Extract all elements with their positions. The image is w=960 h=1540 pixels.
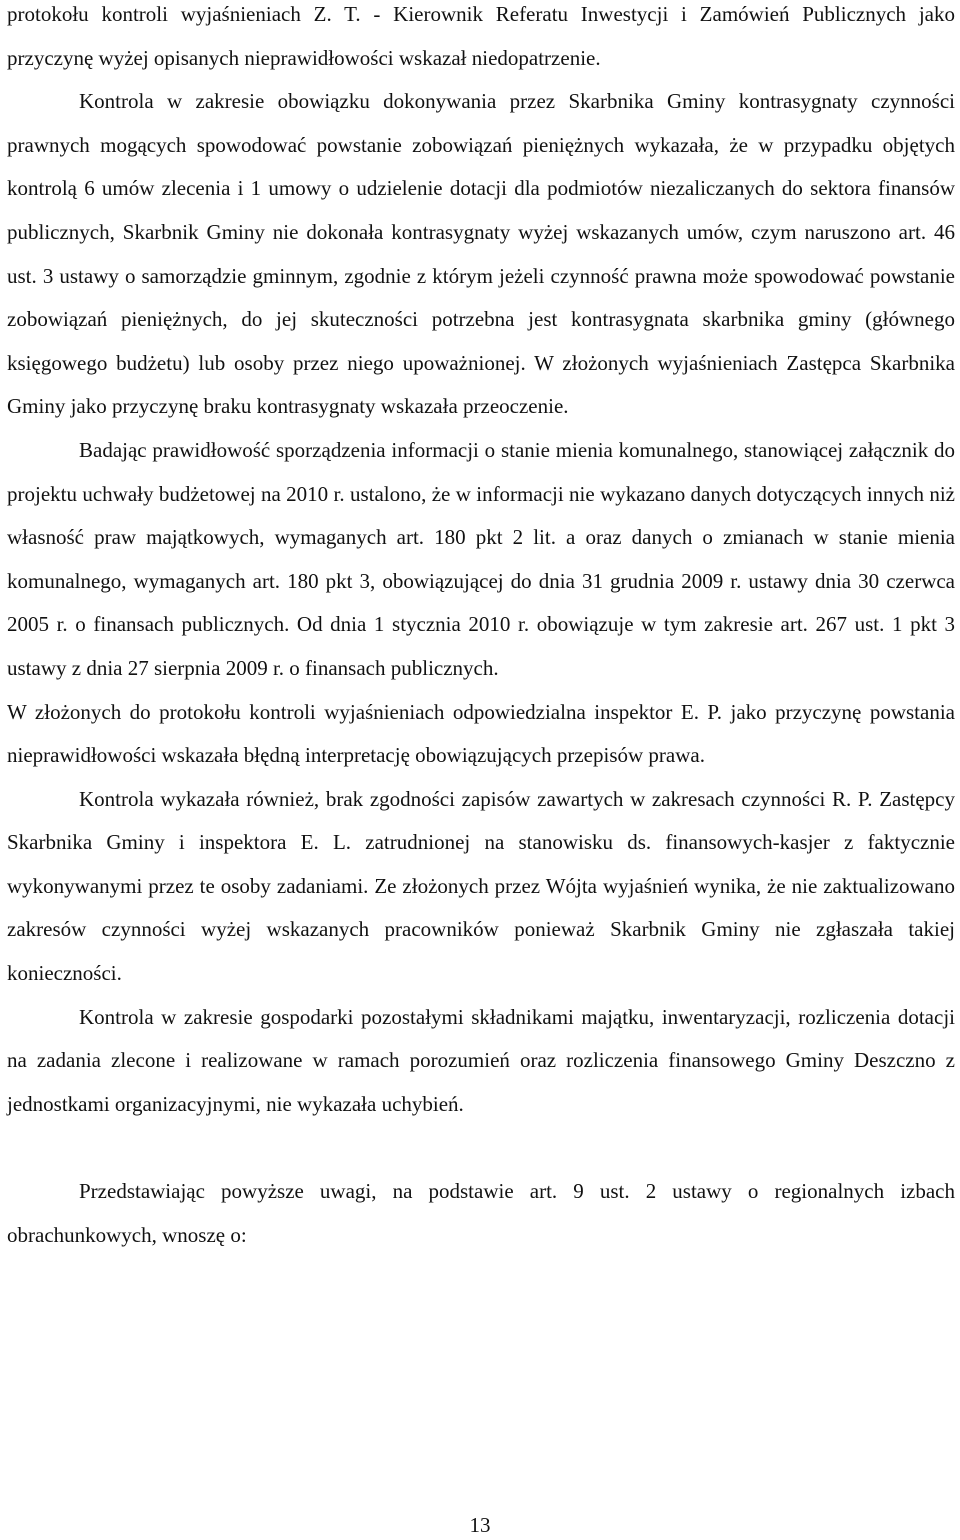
paragraph-municipal-property: Badając prawidłowość sporządzenia informacji o stanie mienia komunalnego, stanowiącej załącznik do projektu uchwały budżetowej na 2010 r. ustalono, że w informacji nie wykazano danych dotyczących innych niż własność praw majątkowych, wymaganych art. 180 pkt 2 lit. a oraz danych o zmianach w stanie mienia komunalnego, wymaganych art. 180 pkt 3, obowiązującej do dnia 31 grudnia 2009 r. ustawy dnia 30 czerwca 2005 r. o finansach publicznych. Od dnia 1 stycznia 2010 r. obowiązuje w tym zakresie art. 267 ust. 1 pkt 3 ustawy z dnia 27 sierpnia 2009 r. o finansach publicznych. bbox=[7, 437, 955, 680]
document-body bbox=[7, 0, 955, 1257]
paragraph-scope-of-duties: Kontrola wykazała również, brak zgodności zapisów zawartych w zakresach czynności R. P. Zastępcy Skarbnika Gminy i inspektora E. L. zatrudnionej na stanowisku ds. finansowych-kasjer z faktycznie wykonywanymi przez te osoby zadaniami. Ze złożonych przez Wójta wyjaśnień wynika, że nie zaktualizowano zakresów czynności wyżej wskazanych pracowników ponieważ Skarbnik Gminy nie zgłaszała takiej konieczności. bbox=[7, 786, 955, 986]
paragraph-continuation: protokołu kontroli wyjaśnieniach Z. T. - Kierownik Referatu Inwestycji i Zamówień Publicznych jako przyczynę wyżej opisanych nieprawidłowości wskazał niedopatrzenie. bbox=[7, 2, 955, 70]
paragraph-conclusion: Przedstawiając powyższe uwagi, na podstawie art. 9 ust. 2 ustawy o regionalnych izbach obrachunkowych, wnoszę o: bbox=[7, 1179, 955, 1247]
paragraph-countersignature: Kontrola w zakresie obowiązku dokonywania przez Skarbnika Gminy kontrasygnaty czynności prawnych mogących spowodować powstanie zobowiązań pieniężnych wykazała, że w przypadku objętych kontrolą 6 umów zlecenia i 1 umowy o udzielenie dotacji dla podmiotów niezaliczanych do sektora finansów publicznych, Skarbnik Gminy nie dokonała kontrasygnaty wyżej wskazanych umów, czym naruszono art. 46 ust. 3 ustawy o samorządzie gminnym, zgodnie z którym jeżeli czynność prawna może spowodować powstanie zobowiązań pieniężnych, do jej skuteczności potrzebna jest kontrasygnata skarbnika gminy (głównego księgowego budżetu) lub osoby przez niego upoważnionej. W złożonych wyjaśnieniach Zastępca Skarbnika Gminy jako przyczynę braku kontrasygnaty wskazała przeoczenie. bbox=[7, 89, 955, 419]
paragraph-inspector-explanation: W złożonych do protokołu kontroli wyjaśnieniach odpowiedzialna inspektor E. P. jako przyczynę powstania nieprawidłowości wskazała błędną interpretację obowiązujących przepisów prawa. bbox=[7, 699, 955, 768]
paragraph-spacer bbox=[7, 1126, 955, 1170]
paragraph-no-irregularities: Kontrola w zakresie gospodarki pozostałymi składnikami majątku, inwentaryzacji, rozliczenia dotacji na zadania zlecone i realizowane w ramach porozumień oraz rozliczenia finansowego Gminy Deszczno z jednostkami organizacyjnymi, nie wykazała uchybień. bbox=[7, 1004, 955, 1116]
page-number: 13 bbox=[469, 1513, 491, 1537]
